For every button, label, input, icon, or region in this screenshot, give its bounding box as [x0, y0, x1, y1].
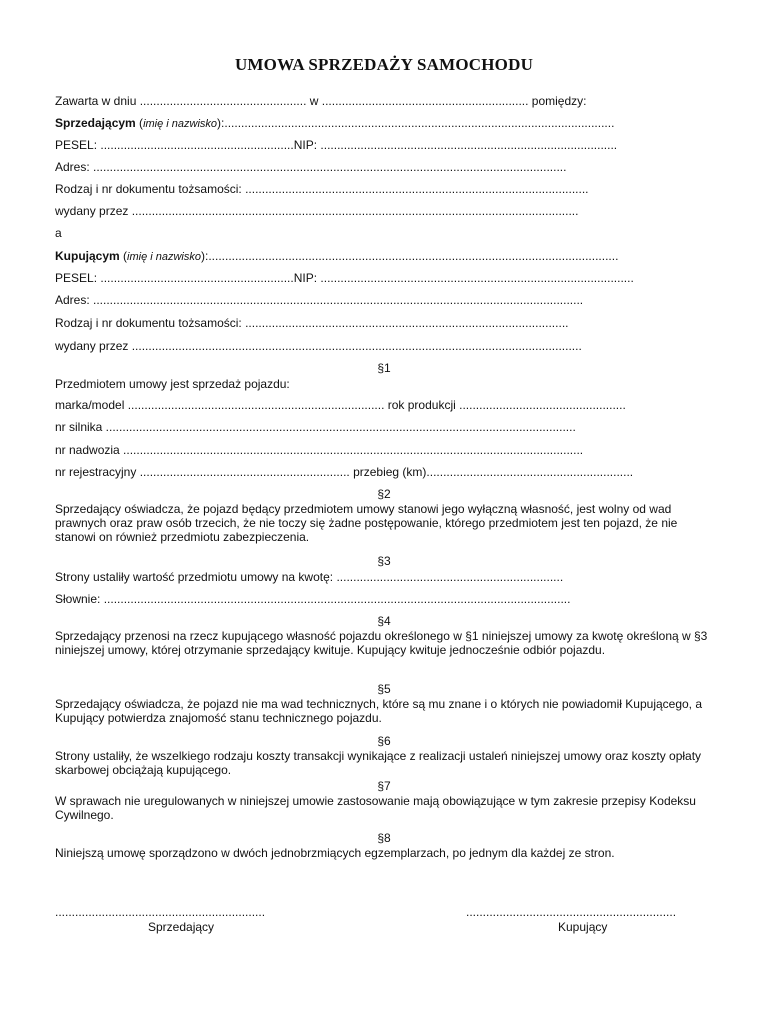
chassis-number-line: nr nadwozia ..........................................................................................................................................: [55, 443, 584, 457]
amount-line: Strony ustaliły wartość przedmiotu umowy na kwotę: ....................................................................: [55, 570, 564, 584]
buyer-label: Kupującym: [55, 249, 120, 263]
seller-id-doc-line: Rodzaj i nr dokumentu tożsamości: .......................................................................................................: [55, 182, 589, 196]
intro-line: Zawarta w dniu .................................................. w .............................................................. pomiędzy:: [55, 94, 587, 108]
seller-pesel-line: PESEL: ..........................................................NIP: .........................................................................................: [55, 138, 618, 152]
section-5-text: Sprzedający oświadcza, że pojazd nie ma wad technicznych, które są mu znane i o których nie powiadomił Kupującego, a Kupujący potwierdza znajomość stanu technicznego pojazdu.: [55, 697, 703, 725]
buyer-signature-label: Kupujący: [558, 920, 608, 934]
section-2-heading: §2: [377, 487, 391, 501]
document-title: UMOWA SPRZEDAŻY SAMOCHODU: [234, 55, 534, 74]
buyer-signature-line: ...............................................................: [466, 905, 677, 919]
section-8-heading: §8: [377, 831, 391, 845]
buyer-paren: (: [119, 249, 128, 263]
amount-words-line: Słownie: ............................................................................................................................................: [55, 592, 571, 606]
buyer-issued-line: wydany przez .......................................................................................................................................: [55, 339, 582, 353]
seller-hint: imię i nazwisko: [143, 118, 218, 130]
seller-label: Sprzedającym: [55, 116, 136, 130]
seller-issued-line: wydany przez ......................................................................................................................................: [55, 204, 579, 218]
buyer-hint: imię i nazwisko: [127, 251, 201, 263]
and-word: a: [55, 226, 62, 240]
seller-signature-line: ...............................................................: [55, 905, 266, 919]
seller-signature-label: Sprzedający: [148, 920, 215, 934]
section-1-heading: §1: [377, 361, 391, 375]
section-8-text: Niniejszą umowę sporządzono w dwóch jednobrzmiących egzemplarzach, po jednym dla każdej ze stron.: [55, 846, 615, 860]
section-4-heading: §4: [377, 614, 391, 628]
section-6-text: Strony ustaliły, że wszelkiego rodzaju koszty transakcji wynikające z realizacji ustaleń niniejszej umowy oraz koszty opłaty skarbowej obciążają kupującego.: [55, 749, 702, 777]
engine-number-line: nr silnika .............................................................................................................................................: [55, 420, 576, 434]
section-6-heading: §6: [377, 734, 391, 748]
buyer-id-doc-line: Rodzaj i nr dokumentu tożsamości: .................................................................................................: [55, 316, 569, 330]
section-5-heading: §5: [377, 682, 391, 696]
section-7-text: W sprawach nie uregulowanych w niniejszej umowie zastosowanie mają obowiązujące w tym zakresie przepisy Kodeksu Cywilnego.: [55, 794, 696, 822]
section-2-text: Sprzedający oświadcza, że pojazd będący przedmiotem umowy stanowi jego wyłączną własność, jest wolny od wad prawnych oraz praw osób trzecich, że nie toczy się żadne postępowanie, którego przedmiotem jest ten pojazd, że nie stanowi on również przedmiotu zabezpieczenia.: [55, 502, 678, 544]
buyer-name-line: [55, 249, 618, 264]
seller-name-line: [55, 116, 614, 131]
seller-paren: (: [135, 116, 144, 130]
section-4-text: Sprzedający przenosi na rzecz kupującego własność pojazdu określonego w §1 niniejszej umowy za kwotę określoną w §3 niniejszej umowy, której otrzymanie sprzedający kwituje. Kupujący kwituje jednocześnie odbiór pojazdu.: [55, 629, 708, 657]
buyer-pesel-line: PESEL: ..........................................................NIP: ..............................................................................................: [55, 271, 634, 285]
seller-name-dots: ):.....................................................................................................................: [217, 116, 615, 130]
make-model-line: marka/model ............................................................................. rok produkcji ..................................................: [55, 398, 626, 412]
seller-address-line: Adres: ..............................................................................................................................................: [55, 160, 567, 174]
section-1-intro: Przedmiotem umowy jest sprzedaż pojazdu:: [55, 377, 290, 391]
buyer-address-line: Adres: ...................................................................................................................................................: [55, 293, 584, 307]
section-7-heading: §7: [377, 779, 391, 793]
registration-line: nr rejestracyjny ............................................................... przebieg (km)..............................................................: [55, 465, 634, 479]
section-3-heading: §3: [377, 554, 391, 568]
buyer-name-dots: ):...........................................................................................................................: [201, 249, 619, 263]
